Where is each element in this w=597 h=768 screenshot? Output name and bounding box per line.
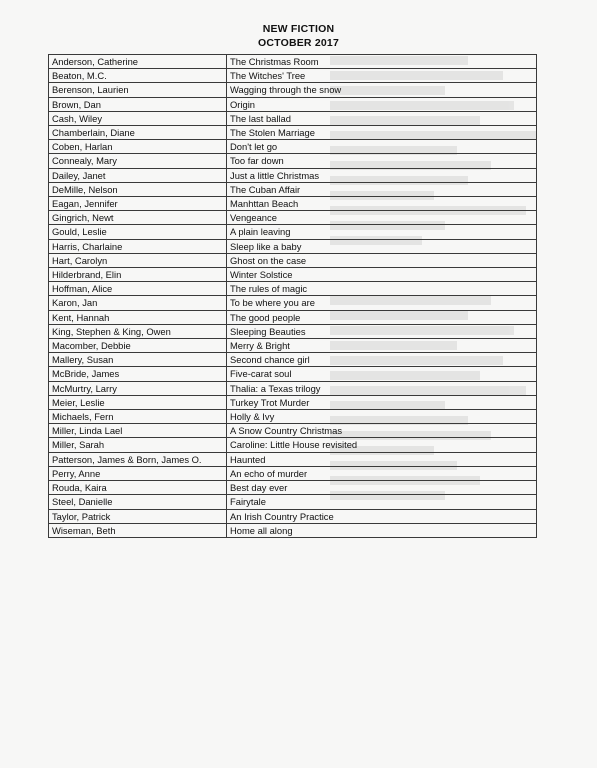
table-row xyxy=(49,410,537,424)
author-cell: Harris, Charlaine xyxy=(49,239,227,253)
title-cell: Caroline: Little House revisited xyxy=(227,438,537,452)
author-cell: Berenson, Laurien xyxy=(49,83,227,97)
table-row xyxy=(49,353,537,367)
title-cell: A plain leaving xyxy=(227,225,537,239)
author-cell: Miller, Sarah xyxy=(49,438,227,452)
table-row xyxy=(49,140,537,154)
table-row xyxy=(49,296,537,310)
table-row xyxy=(49,211,537,225)
title-cell: An echo of murder xyxy=(227,466,537,480)
table-row xyxy=(49,253,537,267)
title-cell: The Christmas Room xyxy=(227,55,537,69)
table-row xyxy=(49,55,537,69)
author-cell: Steel, Danielle xyxy=(49,495,227,509)
title-cell: Vengeance xyxy=(227,211,537,225)
author-cell: Taylor, Patrick xyxy=(49,509,227,523)
title-cell: An Irish Country Practice xyxy=(227,509,537,523)
author-cell: Perry, Anne xyxy=(49,466,227,480)
table-row xyxy=(49,168,537,182)
author-cell: Wiseman, Beth xyxy=(49,523,227,537)
title-cell: Thalia: a Texas trilogy xyxy=(227,381,537,395)
author-cell: Patterson, James & Born, James O. xyxy=(49,452,227,466)
title-cell: Second chance girl xyxy=(227,353,537,367)
table-row xyxy=(49,452,537,466)
author-cell: King, Stephen & King, Owen xyxy=(49,324,227,338)
list-subtitle: OCTOBER 2017 xyxy=(258,37,339,49)
author-cell: Miller, Linda Lael xyxy=(49,424,227,438)
author-cell: Hoffman, Alice xyxy=(49,282,227,296)
table-row xyxy=(49,225,537,239)
title-cell: Five-carat soul xyxy=(227,367,537,381)
title-cell: The good people xyxy=(227,310,537,324)
table-row xyxy=(49,395,537,409)
table-row xyxy=(49,111,537,125)
table-row xyxy=(49,466,537,480)
author-cell: Cash, Wiley xyxy=(49,111,227,125)
title-cell: Home all along xyxy=(227,523,537,537)
table-row xyxy=(49,381,537,395)
author-cell: McMurtry, Larry xyxy=(49,381,227,395)
title-cell: Sleeping Beauties xyxy=(227,324,537,338)
author-cell: Connealy, Mary xyxy=(49,154,227,168)
title-cell: Manhttan Beach xyxy=(227,197,537,211)
table-row xyxy=(49,69,537,83)
author-cell: Karon, Jan xyxy=(49,296,227,310)
author-cell: Michaels, Fern xyxy=(49,410,227,424)
author-cell: Anderson, Catherine xyxy=(49,55,227,69)
author-cell: Rouda, Kaira xyxy=(49,481,227,495)
title-cell: Fairytale xyxy=(227,495,537,509)
table-row xyxy=(49,268,537,282)
title-cell: Ghost on the case xyxy=(227,253,537,267)
title-cell: Best day ever xyxy=(227,481,537,495)
author-cell: Coben, Harlan xyxy=(49,140,227,154)
table-row xyxy=(49,495,537,509)
title-cell: The Stolen Marriage xyxy=(227,126,537,140)
table-row xyxy=(49,83,537,97)
table-row xyxy=(49,438,537,452)
table-row xyxy=(49,481,537,495)
table-row xyxy=(49,367,537,381)
title-cell: A Snow Country Christmas xyxy=(227,424,537,438)
title-cell: Winter Solstice xyxy=(227,268,537,282)
title-cell: Don't let go xyxy=(227,140,537,154)
title-cell: To be where you are xyxy=(227,296,537,310)
author-cell: Dailey, Janet xyxy=(49,168,227,182)
table-row xyxy=(49,324,537,338)
author-cell: Meier, Leslie xyxy=(49,395,227,409)
author-cell: Mallery, Susan xyxy=(49,353,227,367)
table-row xyxy=(49,310,537,324)
title-cell: Holly & Ivy xyxy=(227,410,537,424)
title-cell: The Witches' Tree xyxy=(227,69,537,83)
table-row xyxy=(49,126,537,140)
author-cell: Kent, Hannah xyxy=(49,310,227,324)
table-row xyxy=(49,424,537,438)
title-cell: The rules of magic xyxy=(227,282,537,296)
author-cell: Gould, Leslie xyxy=(49,225,227,239)
title-cell: Just a little Christmas xyxy=(227,168,537,182)
author-cell: Eagan, Jennifer xyxy=(49,197,227,211)
list-title: NEW FICTION xyxy=(262,23,335,35)
title-cell: Sleep like a baby xyxy=(227,239,537,253)
table-row xyxy=(49,509,537,523)
title-cell: Merry & Bright xyxy=(227,339,537,353)
author-cell: Macomber, Debbie xyxy=(49,339,227,353)
author-cell: Brown, Dan xyxy=(49,97,227,111)
author-cell: McBride, James xyxy=(49,367,227,381)
title-cell: Turkey Trot Murder xyxy=(227,395,537,409)
book-list-body xyxy=(49,55,537,538)
title-cell: Origin xyxy=(227,97,537,111)
title-cell: The Cuban Affair xyxy=(227,182,537,196)
title-cell: Haunted xyxy=(227,452,537,466)
title-cell: Wagging through the snow xyxy=(227,83,537,97)
table-row xyxy=(49,182,537,196)
author-cell: Gingrich, Newt xyxy=(49,211,227,225)
author-cell: Beaton, M.C. xyxy=(49,69,227,83)
table-row xyxy=(49,97,537,111)
table-row xyxy=(49,239,537,253)
table-row xyxy=(49,197,537,211)
author-cell: Chamberlain, Diane xyxy=(49,126,227,140)
table-row xyxy=(49,282,537,296)
author-cell: Hart, Carolyn xyxy=(49,253,227,267)
author-cell: DeMille, Nelson xyxy=(49,182,227,196)
title-cell: The last ballad xyxy=(227,111,537,125)
title-cell: Too far down xyxy=(227,154,537,168)
table-row xyxy=(49,523,537,537)
book-list-table xyxy=(48,54,537,538)
table-row xyxy=(49,339,537,353)
table-row xyxy=(49,154,537,168)
author-cell: Hilderbrand, Elin xyxy=(49,268,227,282)
